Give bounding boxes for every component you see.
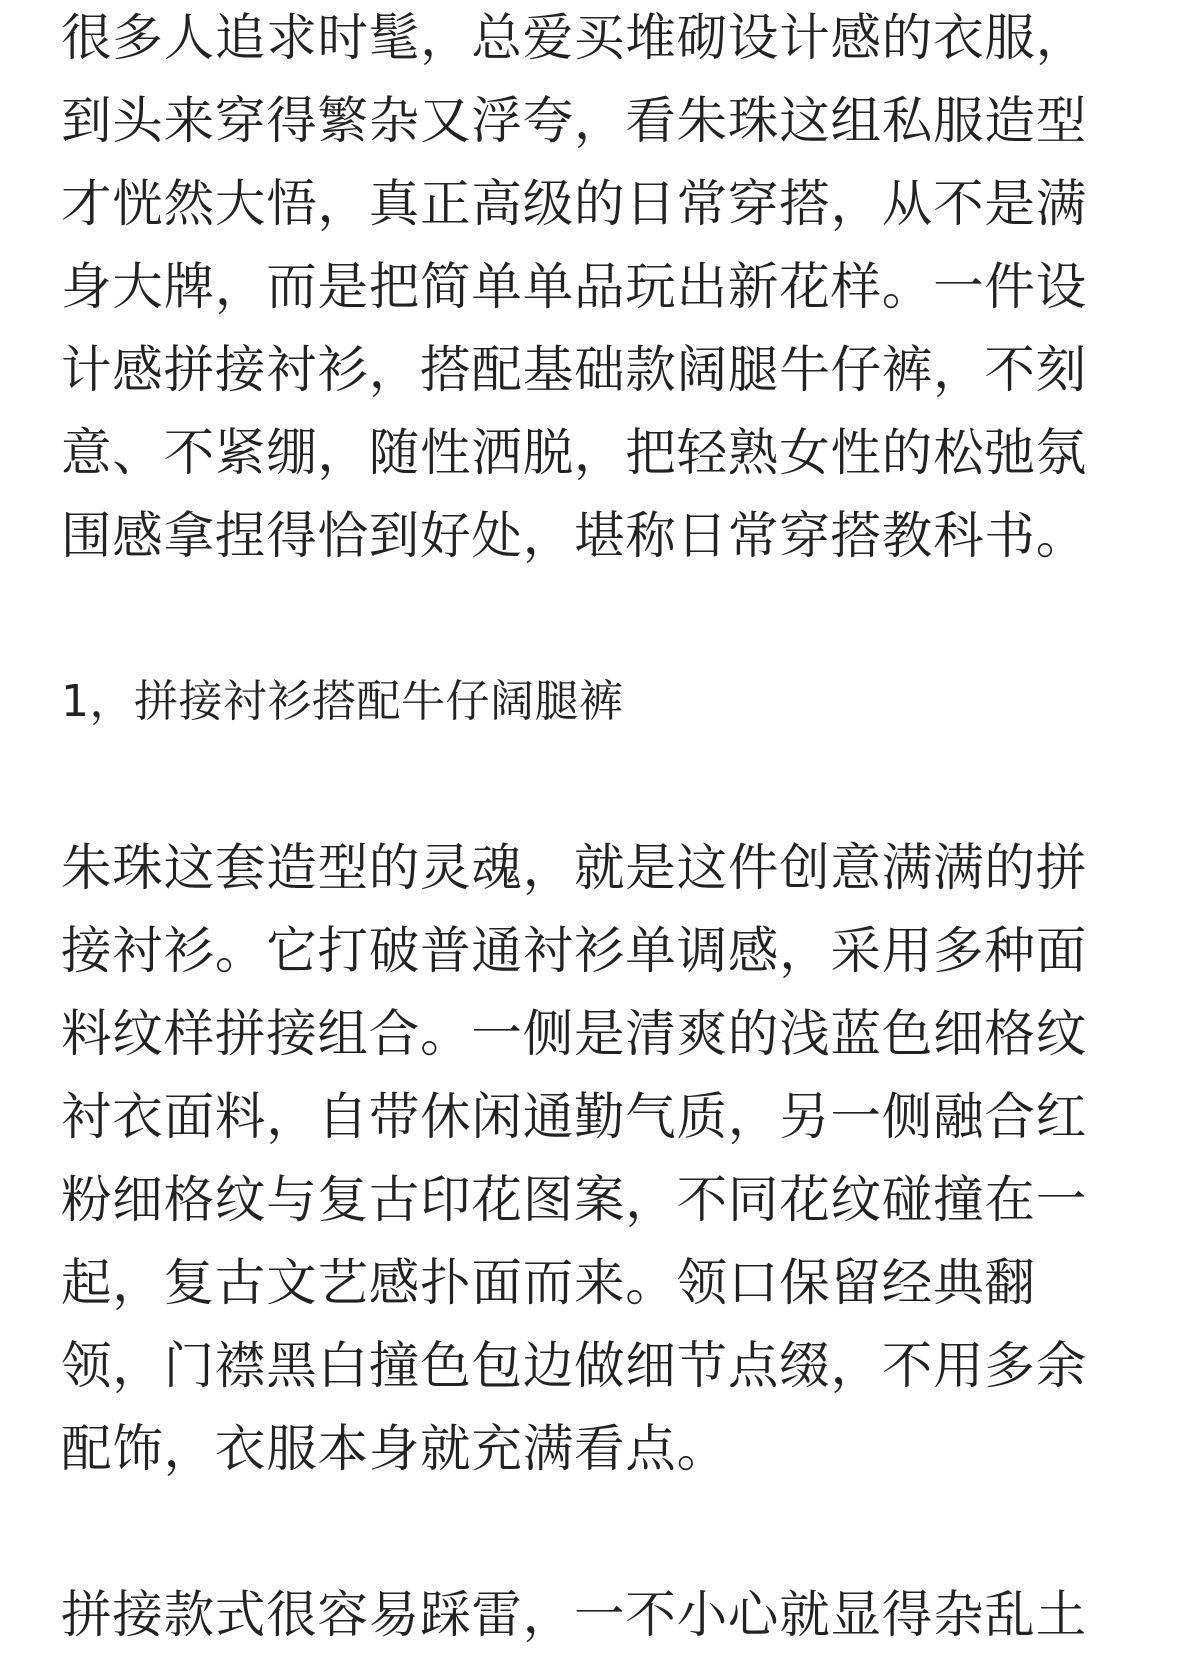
section-heading: 1，拼接衬衫搭配牛仔阔腿裤 [61,676,624,727]
intro-paragraph: 很多人追求时髦，总爱买堆砌设计感的衣服， 到头来穿得繁杂又浮夸，看朱珠这组私服造型 才恍然大悟，真正高级的日常穿搭，从不是满 身大牌，而是把简单单品玩出新花样。一件设 计感拼接衬衫，搭配基础款阔腿牛仔裤，不刻 意、不紧绷，随性洒脱，把轻熟女性的松弛氛 围感拿捏得恰到好处，堪称日常穿搭教科书。 [61,8,1087,565]
body-paragraph-partial: 拼接款式很容易踩雷，一不小心就显得杂乱土 [61,1585,1087,1644]
article-body [61,0,1121,1656]
body-paragraph: 朱珠这套造型的灵魂，就是这件创意满满的拼 接衬衫。它打破普通衬衫单调感，采用多种面 料纹样拼接组合。一侧是清爽的浅蓝色细格纹 衬衣面料，自带休闲通勤气质，另一侧融合红 粉细格纹与复古印花图案，不同花纹碰撞在一 起，复古文艺感扑面而来。领口保留经典翻 领，门襟黑白撞色包边做细节点缀，不用多余 配饰，衣服本身就充满看点。 [61,838,1087,1478]
